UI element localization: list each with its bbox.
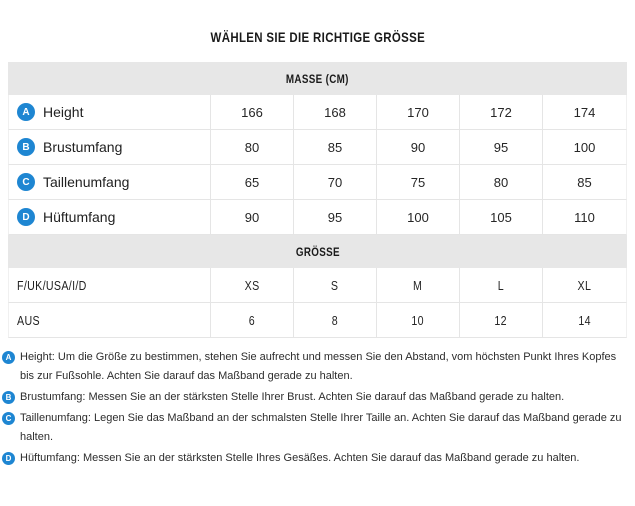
footnote-taillenumfang — [2, 409, 627, 447]
row-label-cell — [9, 303, 211, 337]
table-row-height — [8, 95, 627, 130]
footnote-text: Hüftumfang: Messen Sie an der stärksten Stelle Ihres Gesäßes. Achten Sie darauf das Maßband gerade zu halten. — [20, 452, 580, 464]
value-cell: 80 — [211, 130, 294, 164]
size-value-cell: 14 — [578, 312, 591, 328]
value-cell: 85 — [294, 130, 377, 164]
value-cell: 75 — [377, 165, 460, 199]
value-cell: 100 — [377, 200, 460, 234]
footnote-hueftumfang — [2, 449, 627, 468]
size-value-cell: XL — [577, 277, 592, 293]
footnotes — [2, 348, 627, 468]
value-cell: 65 — [211, 165, 294, 199]
value-cell: 168 — [294, 95, 377, 129]
footnote-text: Taillenumfang: Legen Sie das Maßband an der schmalsten Stelle Ihrer Taille an. Achten Sie darauf das Maßband gerade zu halten. — [20, 412, 622, 443]
value-cell: 70 — [294, 165, 377, 199]
size-value-cell: 12 — [460, 303, 543, 337]
size-guide-page — [0, 30, 635, 506]
size-value-cell: 10 — [377, 303, 460, 337]
page-title-text: WÄHLEN SIE DIE RICHTIGE GRÖSSE — [210, 29, 425, 45]
footnote-badge-c: C — [2, 412, 15, 425]
sizes-header-label: GRÖSSE — [295, 244, 340, 259]
measurements-header-band — [8, 62, 627, 95]
row-label: AUS — [17, 312, 40, 328]
row-label: Brustumfang — [43, 139, 123, 155]
measurements-header-label: MASSE (CM) — [286, 71, 349, 86]
value-cell: 90 — [211, 200, 294, 234]
size-value-cell: S — [294, 268, 377, 302]
footnote-text: Height: Um die Größe zu bestimmen, stehen Sie aufrecht und messen Sie den Abstand, vom höchsten Punkt Ihres Kopfes bis zur Fußsohle. Achten Sie darauf das Maßband gerade zu halten. — [20, 351, 617, 382]
value-cell: 85 — [577, 174, 592, 190]
row-label-cell — [9, 200, 211, 234]
footnote-badge-d: D — [2, 452, 15, 465]
row-label-cell — [9, 165, 211, 199]
value-cell: 166 — [211, 95, 294, 129]
footnote-badge-b: B — [2, 391, 15, 404]
page-title — [0, 30, 635, 44]
measure-badge-c: C — [17, 173, 35, 191]
sizes-header-band — [8, 235, 627, 268]
value-cell: 100 — [573, 139, 596, 155]
row-label-cell — [9, 268, 211, 302]
value-cell: 105 — [460, 200, 543, 234]
size-table — [8, 62, 627, 338]
table-row-aus-sizes — [8, 303, 627, 338]
footnote-text: Brustumfang: Messen Sie an der stärksten Stelle Ihrer Brust. Achten Sie darauf das Maßband gerade zu halten. — [20, 391, 565, 403]
size-value-cell: M — [377, 268, 460, 302]
size-value-cell: L — [460, 268, 543, 302]
footnote-brustumfang — [2, 388, 627, 407]
row-label: Taillenumfang — [43, 174, 130, 190]
value-cell: 80 — [460, 165, 543, 199]
measure-badge-d: D — [17, 208, 35, 226]
size-value-cell: 6 — [211, 303, 294, 337]
row-label: Hüftumfang — [43, 209, 116, 225]
table-row-brustumfang — [8, 130, 627, 165]
footnote-height — [2, 348, 627, 386]
value-cell: 172 — [460, 95, 543, 129]
table-row-hueftumfang — [8, 200, 627, 235]
row-label-cell — [9, 95, 211, 129]
row-label: F/UK/USA/I/D — [17, 277, 87, 293]
value-cell: 90 — [377, 130, 460, 164]
value-cell: 170 — [377, 95, 460, 129]
measure-badge-b: B — [17, 138, 35, 156]
value-cell: 110 — [574, 209, 595, 225]
size-value-cell: 8 — [294, 303, 377, 337]
size-value-cell: XS — [211, 268, 294, 302]
measure-badge-a: A — [17, 103, 35, 121]
row-label-cell — [9, 130, 211, 164]
table-row-taillenumfang — [8, 165, 627, 200]
value-cell: 174 — [573, 104, 596, 120]
value-cell: 95 — [294, 200, 377, 234]
row-label: Height — [43, 104, 84, 120]
table-row-international-sizes — [8, 268, 627, 303]
footnote-badge-a: A — [2, 351, 15, 364]
value-cell: 95 — [460, 130, 543, 164]
